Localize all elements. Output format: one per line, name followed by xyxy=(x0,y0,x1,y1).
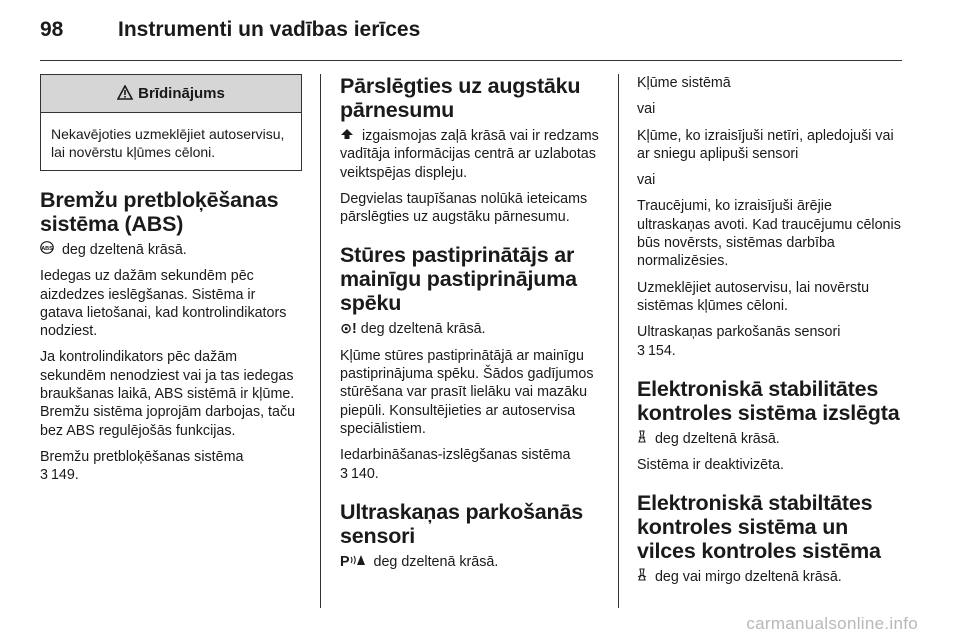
column-2 xyxy=(340,74,602,579)
warning-triangle-icon xyxy=(117,85,133,103)
parking-sensor-icon xyxy=(340,554,370,570)
parking-fault-line-1: Kļūme sistēmā xyxy=(637,75,731,91)
abs-heading: Bremžu pretbloķēšanas sistēma (ABS) xyxy=(40,188,279,236)
esc-tc-color-text: deg vai mirgo dzeltenā krāsā. xyxy=(654,569,842,586)
upshift-arrow-icon xyxy=(340,128,358,144)
reference-arrow-icon: 3 xyxy=(637,342,645,359)
steering-reference xyxy=(340,446,602,483)
parking-reference-page[interactable]: 154. xyxy=(647,342,676,359)
warning-box xyxy=(40,74,302,171)
abs-reference-text: Bremžu pretbloķēšanas sistēma xyxy=(40,448,244,465)
svg-text:ABS: ABS xyxy=(41,246,53,252)
column-1 xyxy=(40,74,302,493)
header-rule xyxy=(40,60,902,61)
abs-reference-page[interactable]: 149. xyxy=(50,467,79,484)
upshift-paragraph-1 xyxy=(340,127,602,182)
parking-reference-text: Ultraskaņas parkošanās sensori xyxy=(637,324,841,341)
steering-color-text: deg dzeltenā krāsā. xyxy=(360,321,486,338)
steering-indicator-line xyxy=(340,320,602,338)
page-number: 98 xyxy=(40,18,64,41)
chapter-title: Instrumenti un vadības ierīces xyxy=(118,18,421,41)
warning-text: Nekavējoties uzmeklējiet autoservisu, lai novērstu kļūmes cēloni. xyxy=(51,126,285,160)
reference-arrow-icon: 3 xyxy=(40,467,48,484)
parking-fault-line-2: Kļūme, ko izraisījuši netīri, apledojuši vai ar sniegu aplipuši sensori xyxy=(637,127,894,162)
steering-heading: Stūres pastiprinātājs ar mainīgu pastiprinājuma spēku xyxy=(340,243,577,316)
abs-paragraph-1: Iedegas uz dažām sekundēm pēc aizdedzes ieslēgšanas. Sistēma ir gatava lietošanai, kad kontrolindikators nodziest. xyxy=(40,268,287,340)
steering-reference-text: Iedarbināšanas-izslēgšanas sistēma xyxy=(340,447,571,464)
esc-tc-heading: Elektroniskā stabiltātes kontroles sistēma un vilces kontroles sistēma xyxy=(637,491,881,564)
page-header xyxy=(40,18,920,50)
steering-reference-page[interactable]: 140. xyxy=(350,465,379,482)
column-3 xyxy=(637,74,907,595)
steering-paragraph-1: Kļūme stūres pastiprinātājā ar mainīgu pastiprinājuma spēku. Šādos gadījumos stūrēšana var prasīt lielāku vai mazāku piepūli. Konsultējieties ar autoservisa speciālistiem. xyxy=(340,347,594,437)
esc-off-heading: Elektroniskā stabilitātes kontroles sistēma izslēgta xyxy=(637,376,900,425)
parking-sensors-heading: Ultraskaņas parkošanās sensori xyxy=(340,499,583,548)
parking-indicator-line xyxy=(340,553,602,571)
abs-color-text: deg dzeltenā krāsā. xyxy=(61,242,187,258)
esc-tc-indicator-line xyxy=(637,568,907,586)
parking-fault-line-3: Traucējumi, ko izraisījuši ārējie ultraskaņas avoti. Kad traucējumu cēlonis būs novērsts, sistēmas darbība normalizēsies. xyxy=(637,198,901,270)
parking-icon-letter: P xyxy=(340,553,350,570)
steering-warning-icon: ⊙! xyxy=(340,321,357,338)
parking-reference xyxy=(637,323,907,360)
abs-paragraph-2: Ja kontrolindikators pēc dažām sekundēm nenodziest vai ja tas iedegas braukšanas laikā, ABS sistēmā ir kļūme. Bremžu sistēma joprojām darbojas, taču bez ABS regulējošās funkcijas. xyxy=(40,349,296,439)
abs-indicator-line xyxy=(40,241,302,259)
abs-icon xyxy=(40,242,58,258)
parking-fault-or-1: vai xyxy=(637,101,656,118)
upshift-heading: Pārslēgties uz augstāku pārnesumu xyxy=(340,74,581,122)
upshift-text: izgaismojas zaļā krāsā vai ir redzams vadītāja informācijas centrā ar uzlabotas veiktspējas displeju. xyxy=(340,128,599,181)
esc-off-color-text: deg dzeltenā krāsā. xyxy=(654,430,780,447)
watermark: carmanualsonline.info xyxy=(746,614,918,633)
column-divider xyxy=(618,74,619,608)
parking-color-text: deg dzeltenā krāsā. xyxy=(373,553,499,570)
parking-fault-or-2: vai xyxy=(637,172,656,189)
esc-off-indicator-line xyxy=(637,430,907,448)
upshift-paragraph-2: Degvielas taupīšanas nolūkā ieteicams pārslēgties uz augstāku pārnesumu. xyxy=(340,190,588,226)
warning-header xyxy=(41,75,301,113)
warning-title: Brīdinājums xyxy=(138,85,225,102)
esc-off-icon xyxy=(637,431,651,447)
parking-fault-line-4: Uzmeklējiet autoservisu, lai novērstu sistēmas kļūmes cēloni. xyxy=(637,279,870,314)
abs-reference xyxy=(40,448,302,485)
column-divider xyxy=(320,74,321,608)
reference-arrow-icon: 3 xyxy=(340,465,348,482)
esc-off-paragraph: Sistēma ir deaktivizēta. xyxy=(637,457,784,474)
esc-tc-icon xyxy=(637,569,651,585)
